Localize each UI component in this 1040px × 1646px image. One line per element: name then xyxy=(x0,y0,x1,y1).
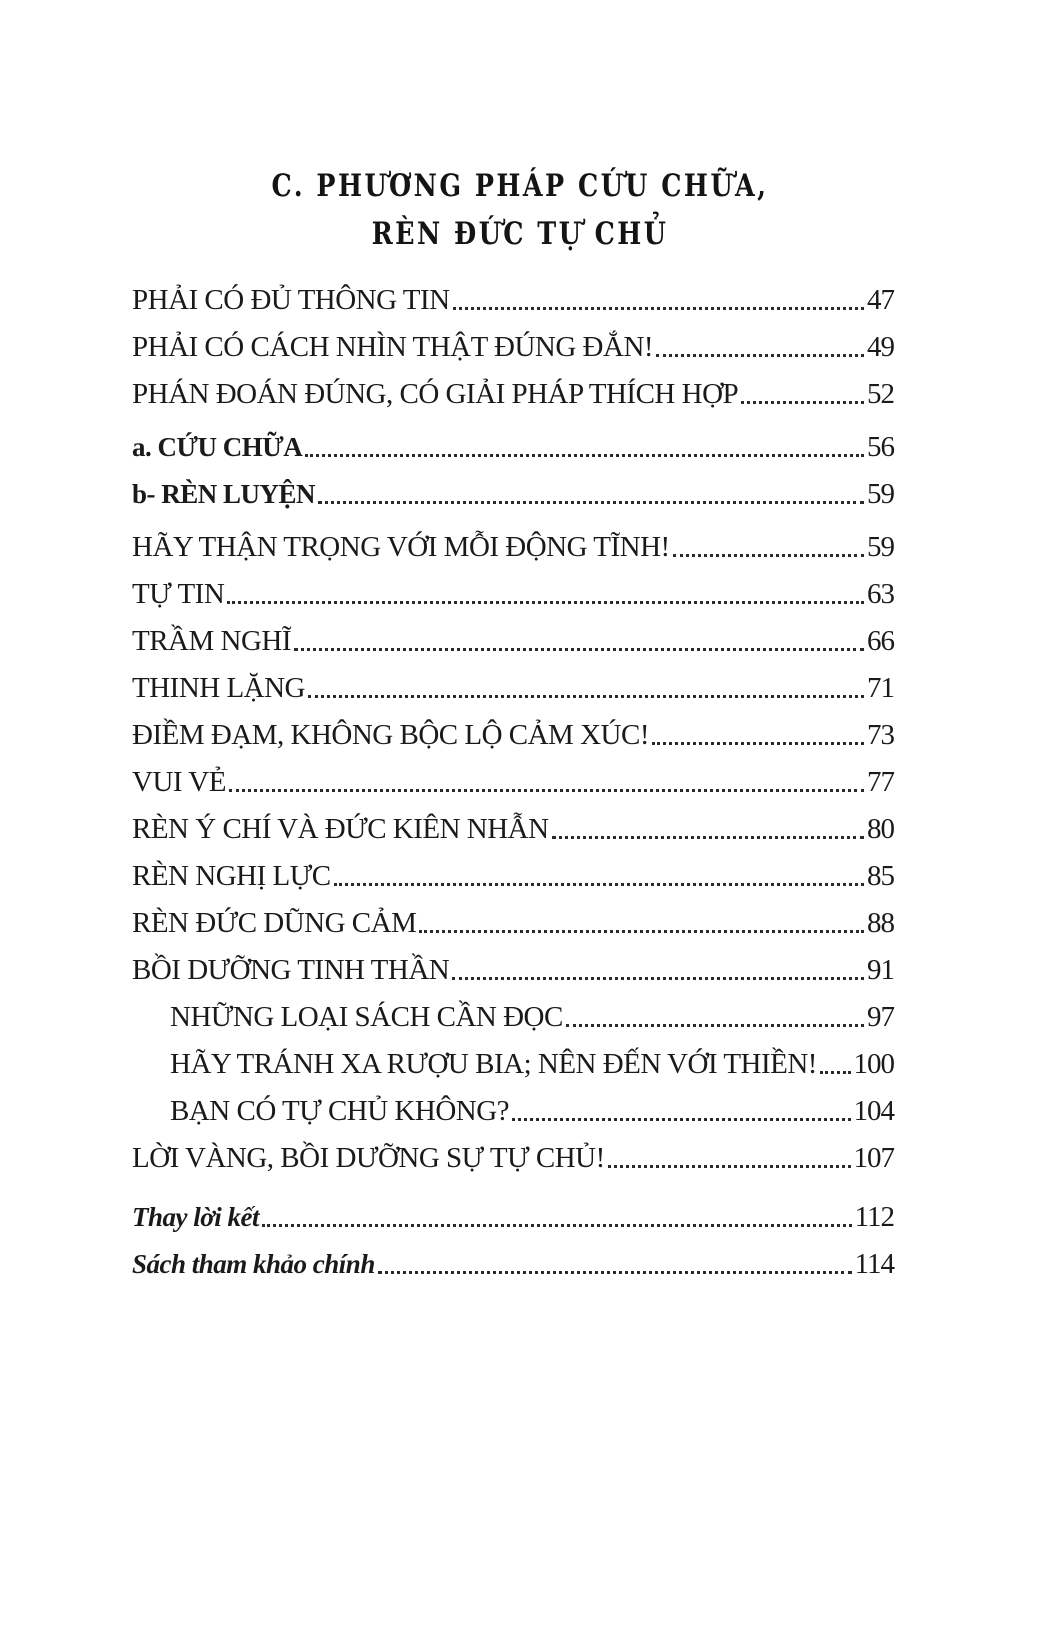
toc-entry-label: NHỮNG LOẠI SÁCH CẦN ĐỌC xyxy=(170,1001,563,1033)
toc-entry xyxy=(132,658,894,705)
toc-entry-label: BẠN CÓ TỰ CHỦ KHÔNG? xyxy=(170,1095,510,1127)
toc-leader-dots xyxy=(318,501,864,504)
toc-entry-label: TRẦM NGHĨ xyxy=(132,625,292,657)
toc-entry-label: b- RÈN LUYỆN xyxy=(132,479,316,509)
toc-entry xyxy=(132,317,894,364)
toc-entry xyxy=(132,270,894,317)
toc-leader-dots xyxy=(566,1024,864,1027)
toc-entry-label: VUI VẺ xyxy=(132,766,226,798)
toc-leader-dots xyxy=(608,1165,851,1168)
toc-entry-page: 114 xyxy=(854,1248,894,1280)
toc-entry xyxy=(132,799,894,846)
toc-entry-label: PHẢI CÓ ĐỦ THÔNG TIN xyxy=(132,284,450,316)
toc-entry xyxy=(132,564,894,611)
toc-leader-dots xyxy=(652,742,864,745)
toc-leader-dots xyxy=(294,648,864,651)
toc-leader-dots xyxy=(308,695,864,698)
toc-subsection-entry xyxy=(132,464,894,511)
toc-leader-dots xyxy=(227,601,864,604)
toc-entry-page: 66 xyxy=(867,625,894,657)
toc-leader-dots xyxy=(262,1224,852,1227)
toc-entry-label: HÃY THẬN TRỌNG VỚI MỖI ĐỘNG TĨNH! xyxy=(132,531,670,563)
toc-subsection-entry xyxy=(132,417,894,464)
toc-entry-label: Thay lời kết xyxy=(132,1202,259,1232)
toc-entry-page: 59 xyxy=(867,478,894,510)
toc-entry-label: THINH LẶNG xyxy=(132,672,305,704)
toc-entry xyxy=(132,846,894,893)
toc-entry-page: 47 xyxy=(867,284,894,316)
toc-entry-page: 63 xyxy=(867,578,894,610)
toc-entry-page: 85 xyxy=(867,860,894,892)
toc-leader-dots xyxy=(378,1271,852,1274)
toc-entry xyxy=(132,752,894,799)
toc-entry-label: RÈN Ý CHÍ VÀ ĐỨC KIÊN NHẪN xyxy=(132,813,549,845)
toc-entry-page: 100 xyxy=(853,1048,894,1080)
toc-entry-page: 88 xyxy=(867,907,894,939)
toc-leader-dots xyxy=(512,1118,850,1121)
section-heading xyxy=(0,162,1040,258)
toc-entry-label: PHẢI CÓ CÁCH NHÌN THẬT ĐÚNG ĐẮN! xyxy=(132,331,654,363)
toc-entry-page: 107 xyxy=(853,1142,894,1174)
toc-leader-dots xyxy=(229,789,864,792)
toc-leader-dots xyxy=(741,401,864,404)
toc-backmatter-entry xyxy=(132,1187,894,1234)
toc-entry-label: ĐIỀM ĐẠM, KHÔNG BỘC LỘ CẢM XÚC! xyxy=(132,719,649,751)
toc-entry-page: 59 xyxy=(867,531,894,563)
toc-entry-label: BỒI DƯỠNG TINH THẦN xyxy=(132,954,450,986)
toc-entry-page: 104 xyxy=(853,1095,894,1127)
toc-entry-label: RÈN ĐỨC DŨNG CẢM xyxy=(132,907,417,939)
section-title-line-1: C. PHƯƠNG PHÁP CỨU CHỮA, xyxy=(271,168,769,204)
toc-leader-dots xyxy=(673,554,864,557)
section-title-line-2: RÈN ĐỨC TỰ CHỦ xyxy=(371,216,669,252)
toc-entry-label: PHÁN ĐOÁN ĐÚNG, CÓ GIẢI PHÁP THÍCH HỢP xyxy=(132,378,739,410)
toc-entry xyxy=(132,705,894,752)
toc-leader-dots xyxy=(820,1071,851,1074)
toc-entry-label: a. CỨU CHỮA xyxy=(132,432,303,462)
toc-entry-page: 49 xyxy=(867,331,894,363)
toc-entry-page: 71 xyxy=(867,672,894,704)
toc-entry-label: LỜI VÀNG, BỒI DƯỠNG SỰ TỰ CHỦ! xyxy=(132,1142,605,1174)
toc-entry xyxy=(132,364,894,411)
toc-entry-page: 73 xyxy=(867,719,894,751)
toc-leader-dots xyxy=(453,307,864,310)
toc-leader-dots xyxy=(419,930,864,933)
toc-leader-dots xyxy=(656,354,864,357)
toc-entry-page: 77 xyxy=(867,766,894,798)
toc-entry-label: RÈN NGHỊ LỰC xyxy=(132,860,331,892)
toc-entry-label: HÃY TRÁNH XA RƯỢU BIA; NÊN ĐẾN VỚI THIỀN! xyxy=(170,1048,817,1080)
toc-leader-dots xyxy=(452,977,864,980)
toc-nested-entry xyxy=(170,1081,894,1128)
toc-entry xyxy=(132,1128,894,1175)
toc-entry-page: 91 xyxy=(867,954,894,986)
toc-leader-dots xyxy=(305,454,864,457)
toc-entry-page: 112 xyxy=(854,1201,894,1233)
toc-leader-dots xyxy=(552,836,864,839)
toc-entry xyxy=(132,940,894,987)
toc-backmatter-entry xyxy=(132,1234,894,1281)
table-of-contents xyxy=(132,270,894,1281)
toc-entry xyxy=(132,517,894,564)
toc-entry-label: Sách tham khảo chính xyxy=(132,1249,375,1279)
toc-entry-page: 56 xyxy=(867,431,894,463)
toc-entry-page: 97 xyxy=(867,1001,894,1033)
toc-entry-label: TỰ TIN xyxy=(132,578,225,610)
toc-entry-page: 80 xyxy=(867,813,894,845)
toc-nested-entry xyxy=(170,987,894,1034)
toc-entry xyxy=(132,611,894,658)
toc-nested-entry xyxy=(170,1034,894,1081)
toc-leader-dots xyxy=(334,883,864,886)
toc-entry-page: 52 xyxy=(867,378,894,410)
toc-entry xyxy=(132,893,894,940)
